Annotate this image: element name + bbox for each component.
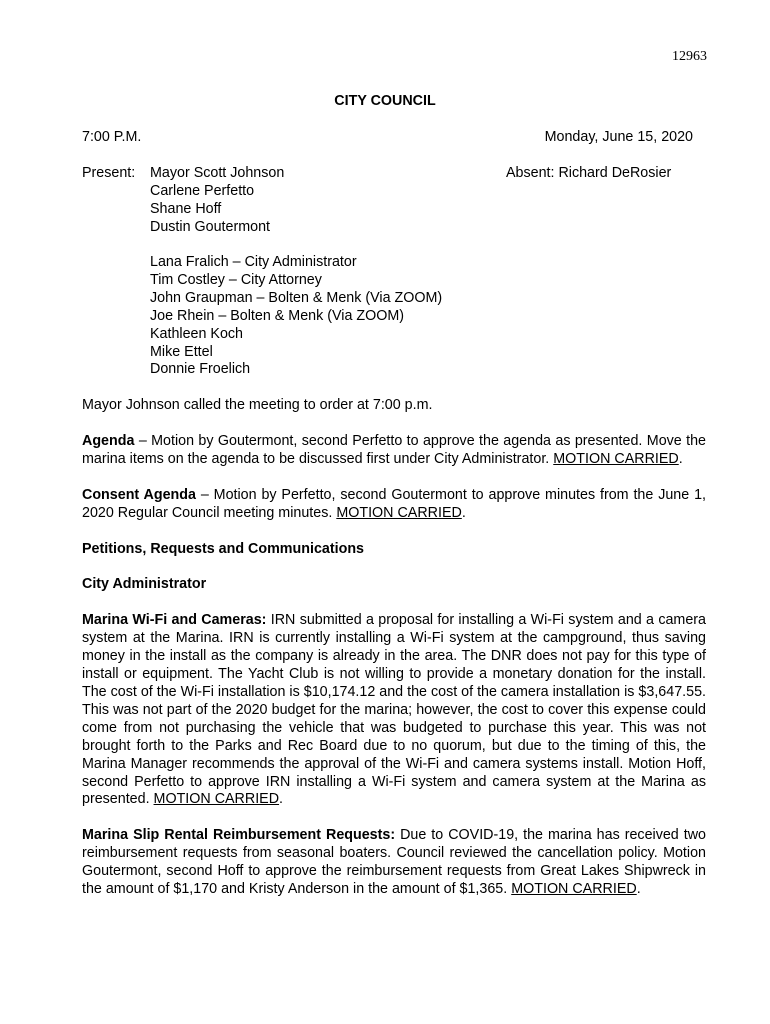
marina-wifi-text: IRN submitted a proposal for installing a Wi-Fi system and a camera system at the Marina. IRN is currently installing a Wi-Fi system at the campground, thus saving money in the install as the company is already in the area. The DNR does not pay for this type of install or equipment. The Yacht Club is not willing to provide a monetary donation for the install. The cost of the Wi-Fi installation is $10,174.12 and the cost of the camera installation is $3,647.55. This was not part of the 2020 budget for the marina; however, the cost to cover this expense could come from not purchasing the vehicle that was budgeted to purchase this year. This was not brought forth to the Parks and Rec Board due to no quorum, but due to the timing of this, the Marina Manager recommends the approval of the Wi-Fi and camera systems install. Motion Hoff, second Perfetto to approve IRN installing a Wi-Fi system and camera system at the Marina as presented. [82,612,707,808]
council-member: Shane Hoff [150,200,222,217]
call-to-order: Mayor Johnson called the meeting to order at 7:00 p.m. [82,397,433,413]
council-member: Dustin Goutermont [150,218,270,235]
staff-member: John Graupman – Bolten & Menk (Via ZOOM) [150,289,443,306]
staff-list [150,254,442,379]
marina-slip-heading: Marina Slip Rental Reimbursement Requests: [82,827,396,844]
council-member: Mayor Scott Johnson [150,165,285,181]
staff-member: Mike Ettel [150,343,213,360]
motion-result: MOTION CARRIED [336,504,462,521]
marina-wifi-heading: Marina Wi-Fi and Cameras: [82,612,267,629]
motion-result: MOTION CARRIED [153,791,280,808]
page-number: 12963 [672,49,707,64]
agenda-end: . [678,450,683,467]
staff-member: Donnie Froelich [150,361,251,378]
motion-result: MOTION CARRIED [553,450,679,467]
meeting-time: 7:00 P.M. [82,129,142,145]
marina-wifi-item [82,612,706,809]
marina-slip-item [82,827,706,899]
consent-agenda-item [82,487,706,523]
present-label [82,165,135,183]
marina-slip-end: . [636,881,641,898]
consent-agenda-text: – Motion by Perfetto, second Goutermont to approve minutes from the June 1, 2020 Regular Council meeting minutes. [82,486,706,521]
meeting-time-row [82,129,693,147]
motion-result: MOTION CARRIED [511,881,637,898]
absent-member: Absent: Richard DeRosier [506,165,672,181]
staff-member: Joe Rhein – Bolten & Menk (Via ZOOM) [150,307,405,324]
page-title: CITY COUNCIL [334,93,436,109]
agenda-text: – Motion by Goutermont, second Perfetto to approve the agenda as presented. Move the marina items on the agenda to be discussed first under City Administrator. [82,432,706,467]
staff-member: Lana Fralich – City Administrator [150,254,357,270]
consent-agenda-end: . [461,504,466,521]
staff-member: Kathleen Koch [150,325,243,342]
marina-slip-text: Due to COVID-19, the marina has received two reimbursement requests from seasonal boaters. Council reviewed the cancellation policy. Motion Goutermont, second Hoff to approve the reimbursement requests from Great Lakes Shipwreck in the amount of $1,170 and Kristy Anderson in the amount of $1,365. [82,827,706,898]
meeting-date: Monday, June 15, 2020 [544,129,693,145]
minutes-body [82,397,706,917]
consent-agenda-heading: Consent Agenda [82,486,196,503]
council-member-list [150,165,284,237]
section-heading-petitions: Petitions, Requests and Communications [82,540,365,557]
council-member: Carlene Perfetto [150,182,255,199]
agenda-item [82,433,706,469]
agenda-heading: Agenda [82,432,135,449]
marina-wifi-end: . [279,791,284,808]
staff-member: Tim Costley – City Attorney [150,271,322,288]
section-heading-city-administrator: City Administrator [82,576,207,593]
present-label-text: Present: [82,165,136,181]
